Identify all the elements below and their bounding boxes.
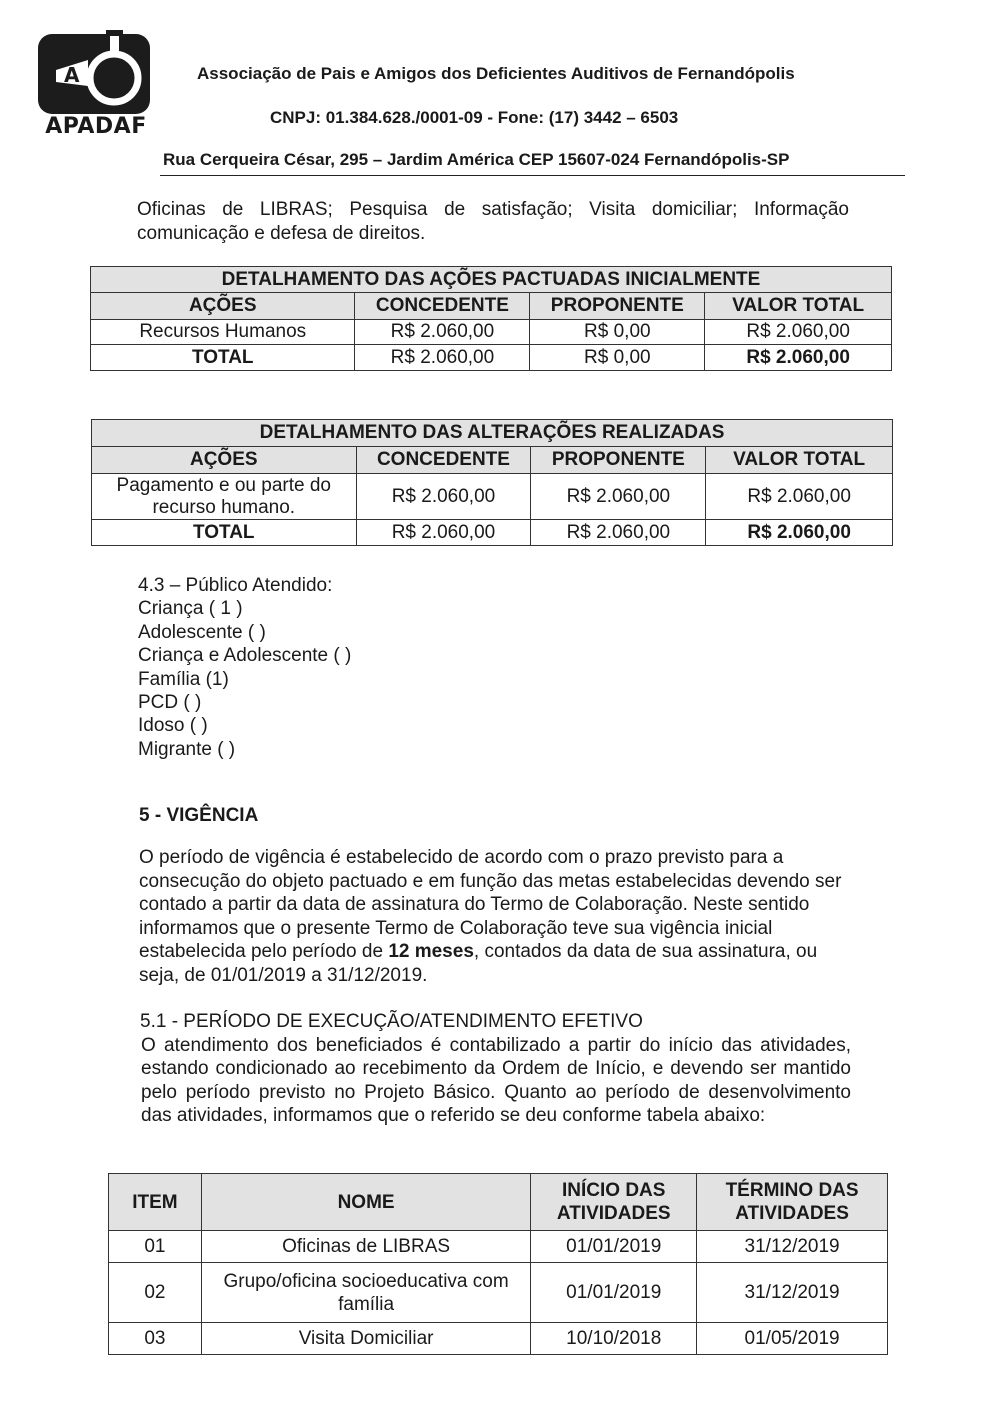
table-cell: R$ 2.060,00: [356, 474, 531, 520]
total-row: [91, 345, 892, 371]
publico-atendido: [138, 574, 351, 761]
logo-text: APADAF: [45, 114, 147, 139]
cnpj-phone: CNPJ: 01.384.628./0001-09 - Fone: (17) 3442 – 6503: [270, 108, 679, 127]
column-header: TÉRMINO DAS ATIVIDADES: [697, 1174, 888, 1231]
table-atividades: [108, 1173, 888, 1355]
column-header: PROPONENTE: [530, 293, 705, 320]
table-cell: 02: [109, 1263, 202, 1323]
table-cell: Pagamento e ou parte do recurso humano.: [92, 474, 357, 520]
table-acoes-pactuadas: [90, 266, 892, 371]
table-cell: 01/05/2019: [697, 1323, 888, 1355]
vigencia-period: 12 meses: [388, 941, 474, 962]
list-item: PCD ( ): [138, 692, 202, 714]
section-title-execucao: 5.1 - PERÍODO DE EXECUÇÃO/ATENDIMENTO EFETIVO: [140, 1011, 643, 1032]
total-label: TOTAL: [92, 520, 357, 546]
list-item: Criança e Adolescente ( ): [138, 645, 352, 667]
table-cell: Oficinas de LIBRAS: [201, 1231, 530, 1263]
column-header: VALOR TOTAL: [705, 293, 892, 320]
vigencia-text-before: O período de vigência é estabelecido de acordo com o prazo previsto para a consecução do objeto pactuado e em função das metas estabelecidas devendo ser contado a partir da data de assinatura do Termo de Colaboração. Neste sentido informamos que o presente Termo de Colaboração teve sua vigência inicial estabelecida pelo período de: [139, 847, 842, 962]
header-divider: [160, 175, 905, 176]
column-header: CONCEDENTE: [355, 293, 530, 320]
table-row: [109, 1323, 888, 1355]
table-title: DETALHAMENTO DAS AÇÕES PACTUADAS INICIALMENTE: [91, 267, 892, 293]
table-cell: R$ 2.060,00: [356, 520, 531, 546]
table-alteracoes-realizadas: [91, 419, 893, 546]
table-cell: Recursos Humanos: [91, 320, 355, 345]
column-header: INÍCIO DAS ATIVIDADES: [531, 1174, 697, 1231]
column-header: AÇÕES: [92, 447, 357, 474]
list-item: Idoso ( ): [138, 715, 208, 737]
organization-name: Associação de Pais e Amigos dos Deficientes Auditivos de Fernandópolis: [197, 64, 795, 83]
table-cell: 01/01/2019: [531, 1231, 697, 1263]
table-cell: R$ 2.060,00: [355, 345, 530, 371]
vigencia-text-after: , contados da data de sua assinatura, ou seja, de 01/01/2019 a 31/12/2019.: [139, 941, 818, 986]
list-item: Adolescente ( ): [138, 621, 266, 643]
table-cell: R$ 2.060,00: [531, 474, 706, 520]
table-cell: R$ 2.060,00: [355, 320, 530, 345]
table-row: [109, 1263, 888, 1323]
total-label: TOTAL: [91, 345, 355, 371]
table-cell: 01/01/2019: [531, 1263, 697, 1323]
table-cell: R$ 2.060,00: [705, 320, 892, 345]
address: Rua Cerqueira César, 295 – Jardim América CEP 15607-024 Fernandópolis-SP: [163, 150, 790, 169]
table-row: [91, 320, 892, 345]
list-item: Migrante ( ): [138, 738, 236, 760]
column-header: VALOR TOTAL: [706, 447, 893, 474]
vigencia-paragraph: [139, 846, 851, 987]
column-header: NOME: [201, 1174, 530, 1231]
list-item: Criança ( 1 ): [138, 598, 243, 620]
table-cell: Visita Domiciliar: [201, 1323, 530, 1355]
table-cell: R$ 2.060,00: [531, 520, 706, 546]
table-cell: 01: [109, 1231, 202, 1263]
table-cell: R$ 2.060,00: [706, 474, 893, 520]
table-cell: R$ 0,00: [530, 345, 705, 371]
execucao-paragraph: O atendimento dos beneficiados é contabilizado a partir do início das atividades, estando condicionado ao recebimento da Ordem de Início, e devendo ser mantido pelo período previsto no Projeto Básico. Quanto ao período de desenvolvimento das atividades, informamos que o referido se deu conforme tabela abaixo:: [141, 1035, 851, 1127]
column-header: AÇÕES: [91, 293, 355, 320]
table-cell: Grupo/oficina socioeducativa com família: [201, 1263, 530, 1323]
total-value: R$ 2.060,00: [705, 345, 892, 371]
table-cell: 03: [109, 1323, 202, 1355]
table-title: DETALHAMENTO DAS ALTERAÇÕES REALIZADAS: [92, 420, 893, 447]
intro-paragraph: Oficinas de LIBRAS; Pesquisa de satisfação; Visita domiciliar; Informação comunicação e defesa de direitos.: [137, 199, 849, 244]
column-header: CONCEDENTE: [356, 447, 531, 474]
publico-title: 4.3 – Público Atendido:: [138, 575, 333, 596]
column-header: PROPONENTE: [531, 447, 706, 474]
table-cell: 31/12/2019: [697, 1231, 888, 1263]
column-header: ITEM: [109, 1174, 202, 1231]
table-cell: R$ 0,00: [530, 320, 705, 345]
list-item: Família (1): [138, 668, 229, 690]
section-title-vigencia: 5 - VIGÊNCIA: [139, 805, 259, 826]
total-value: R$ 2.060,00: [706, 520, 893, 546]
total-row: [92, 520, 893, 546]
table-row: [109, 1231, 888, 1263]
table-row: [92, 474, 893, 520]
table-cell: 10/10/2018: [531, 1323, 697, 1355]
svg-text:A: A: [64, 63, 80, 87]
table-cell: 31/12/2019: [697, 1263, 888, 1323]
